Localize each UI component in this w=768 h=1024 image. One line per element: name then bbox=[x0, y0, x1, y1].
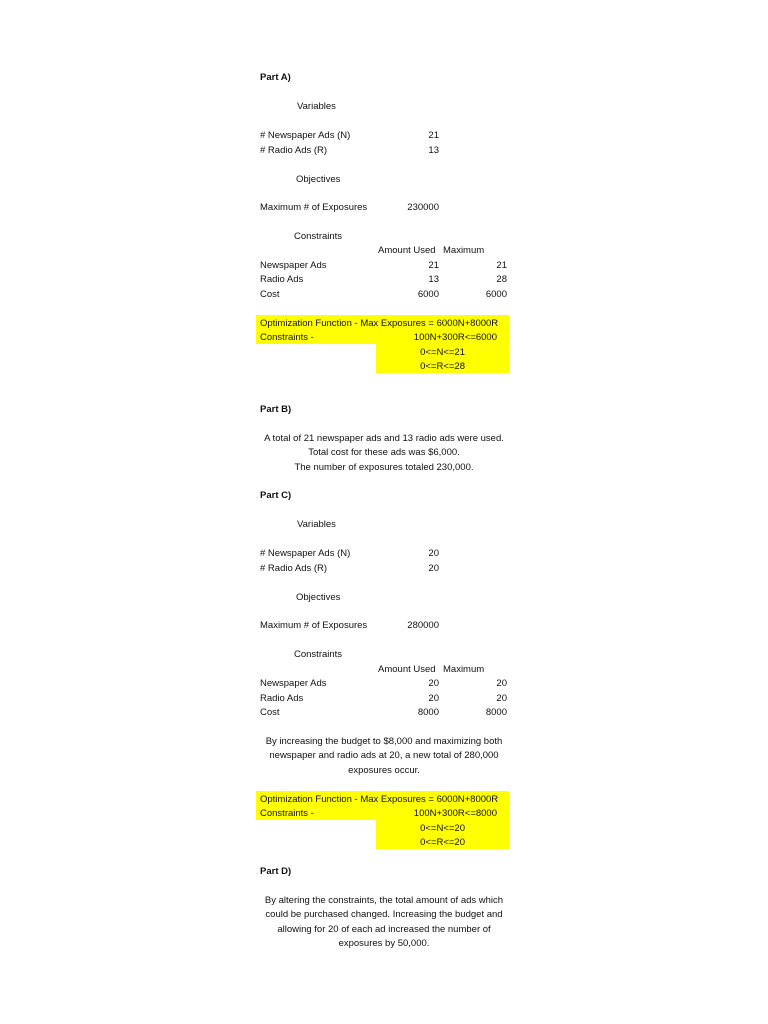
part-a-budget-constraint: 100N+300R<=6000 bbox=[413, 332, 497, 343]
part-a-col-maximum: Maximum bbox=[443, 245, 485, 256]
part-a-optimization-function: Optimization Function - Max Exposures = 6000N+8000R bbox=[260, 318, 499, 329]
part-c-objectives-label: Objectives bbox=[296, 592, 341, 603]
part-d-line-1: By altering the constraints, the total amount of ads which bbox=[264, 895, 504, 906]
part-a-var-radio-label: # Radio Ads (R) bbox=[260, 145, 328, 156]
part-a-constraints-label: Constraints bbox=[294, 231, 343, 242]
part-a-constraint-newspaper-max: 21 bbox=[496, 260, 507, 271]
part-a-constraints-dash: Constraints - bbox=[260, 332, 314, 343]
part-a-r-constraint: 0<=R<=28 bbox=[420, 361, 465, 372]
part-c-variables-label: Variables bbox=[297, 519, 336, 530]
part-c-constraint-radio-used: 20 bbox=[428, 693, 439, 704]
part-c-objective-label: Maximum # of Exposures bbox=[260, 620, 368, 631]
part-b-line-2: Total cost for these ads was $6,000. bbox=[308, 447, 460, 458]
part-c-constraint-cost-used: 8000 bbox=[417, 707, 439, 718]
part-a-constraint-radio-max: 28 bbox=[496, 274, 507, 285]
part-c-optimization-function: Optimization Function - Max Exposures = 6000N+8000R bbox=[260, 794, 499, 805]
part-d-line-4: exposures by 50,000. bbox=[338, 938, 430, 949]
part-c-constraint-cost-max: 8000 bbox=[485, 707, 507, 718]
part-a-constraint-newspaper-used: 21 bbox=[428, 260, 439, 271]
part-c-col-maximum: Maximum bbox=[443, 664, 485, 675]
part-c-col-amount-used: Amount Used bbox=[378, 664, 436, 675]
part-d-line-3: allowing for 20 of each ad increased the number of bbox=[277, 924, 491, 935]
part-c-budget-constraint: 100N+300R<=8000 bbox=[413, 808, 497, 819]
part-c-summary-line-3: exposures occur. bbox=[348, 765, 420, 776]
part-a-constraint-radio-label: Radio Ads bbox=[260, 274, 304, 285]
part-c-var-newspaper-value: 20 bbox=[428, 548, 439, 559]
part-b-line-1: A total of 21 newspaper ads and 13 radio ads were used. bbox=[264, 433, 504, 444]
part-c-n-constraint: 0<=N<=20 bbox=[420, 823, 465, 834]
part-c-summary-line-2: newspaper and radio ads at 20, a new total of 280,000 bbox=[269, 750, 499, 761]
part-c-r-constraint: 0<=R<=20 bbox=[420, 837, 465, 848]
part-a-objectives-label: Objectives bbox=[296, 174, 341, 185]
part-c-constraint-newspaper-used: 20 bbox=[428, 678, 439, 689]
part-a-constraint-cost-used: 6000 bbox=[417, 289, 439, 300]
part-b-line-3: The number of exposures totaled 230,000. bbox=[294, 462, 474, 473]
part-a-objective-label: Maximum # of Exposures bbox=[260, 202, 368, 213]
part-a-constraint-cost-label: Cost bbox=[260, 289, 280, 300]
part-b-heading: Part B) bbox=[260, 404, 292, 415]
part-c-constraint-newspaper-max: 20 bbox=[496, 678, 507, 689]
part-a-var-radio-value: 13 bbox=[428, 145, 439, 156]
part-a-heading: Part A) bbox=[260, 72, 291, 83]
part-d-heading: Part D) bbox=[260, 866, 292, 877]
part-c-var-newspaper-label: # Newspaper Ads (N) bbox=[260, 548, 351, 559]
part-a-constraint-cost-max: 6000 bbox=[485, 289, 507, 300]
part-c-constraint-radio-max: 20 bbox=[496, 693, 507, 704]
part-d-line-2: could be purchased changed. Increasing the budget and bbox=[265, 909, 503, 920]
part-a-variables-label: Variables bbox=[297, 101, 336, 112]
part-c-constraints-dash: Constraints - bbox=[260, 808, 314, 819]
part-c-var-radio-label: # Radio Ads (R) bbox=[260, 563, 328, 574]
part-a-col-amount-used: Amount Used bbox=[378, 245, 436, 256]
part-c-constraint-radio-label: Radio Ads bbox=[260, 693, 304, 704]
part-c-summary-line-1: By increasing the budget to $8,000 and maximizing both bbox=[265, 736, 503, 747]
part-a-n-constraint: 0<=N<=21 bbox=[420, 347, 465, 358]
part-c-constraints-label: Constraints bbox=[294, 649, 343, 660]
part-a-objective-value: 230000 bbox=[407, 202, 439, 213]
part-a-var-newspaper-label: # Newspaper Ads (N) bbox=[260, 130, 351, 141]
part-c-var-radio-value: 20 bbox=[428, 563, 439, 574]
part-c-constraint-newspaper-label: Newspaper Ads bbox=[260, 678, 327, 689]
part-c-constraint-cost-label: Cost bbox=[260, 707, 280, 718]
part-a-var-newspaper-value: 21 bbox=[428, 130, 439, 141]
part-c-heading: Part C) bbox=[260, 490, 292, 501]
part-c-objective-value: 280000 bbox=[407, 620, 439, 631]
part-a-constraint-newspaper-label: Newspaper Ads bbox=[260, 260, 327, 271]
part-a-constraint-radio-used: 13 bbox=[428, 274, 439, 285]
